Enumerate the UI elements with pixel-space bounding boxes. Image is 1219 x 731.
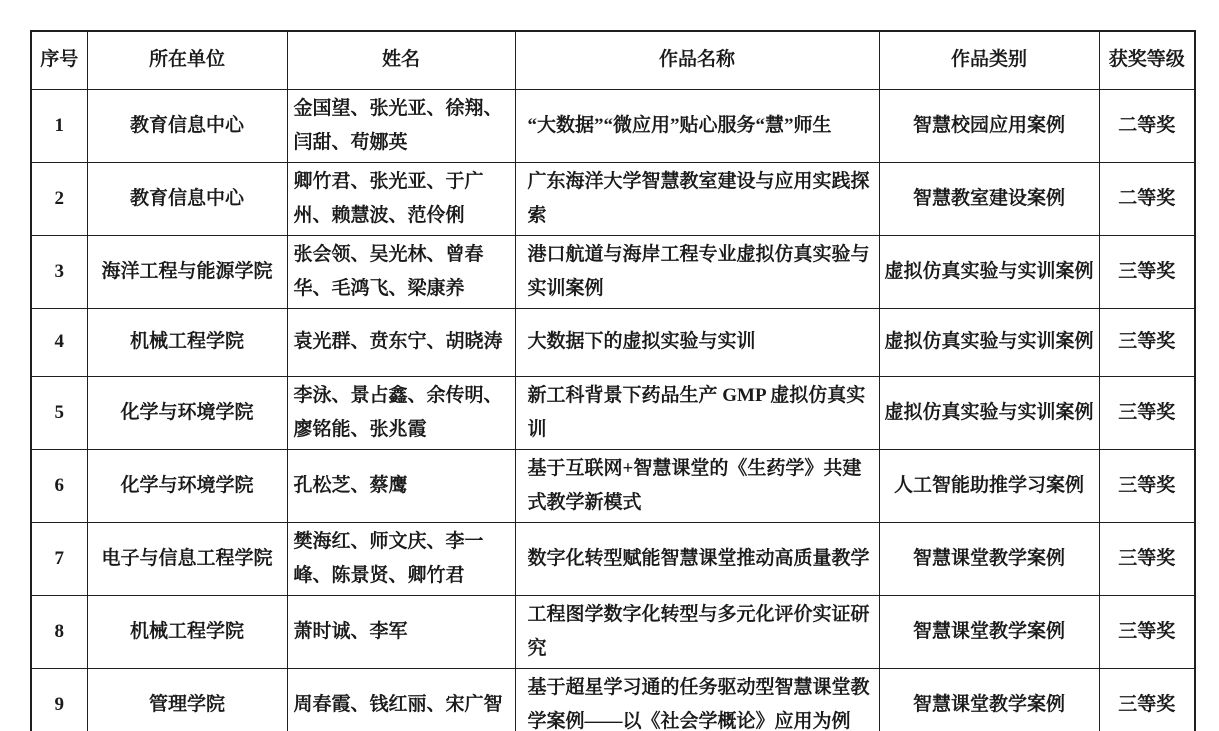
header-cell-names: 姓名 — [287, 31, 515, 89]
cell-category: 虚拟仿真实验与实训案例 — [879, 235, 1099, 308]
table-row — [31, 522, 1195, 595]
cell-title: 大数据下的虚拟实验与实训 — [515, 308, 879, 376]
table-row — [31, 449, 1195, 522]
cell-unit: 教育信息中心 — [87, 162, 287, 235]
header-cell-seq: 序号 — [31, 31, 87, 89]
cell-names: 金国望、张光亚、徐翔、闫甜、苟娜英 — [287, 89, 515, 162]
cell-title: 港口航道与海岸工程专业虚拟仿真实验与实训案例 — [515, 235, 879, 308]
table-row — [31, 308, 1195, 376]
cell-category: 智慧课堂教学案例 — [879, 668, 1099, 731]
cell-award: 三等奖 — [1099, 308, 1195, 376]
cell-award: 二等奖 — [1099, 162, 1195, 235]
cell-title: “大数据”“微应用”贴心服务“慧”师生 — [515, 89, 879, 162]
table-row — [31, 89, 1195, 162]
cell-title: 广东海洋大学智慧教室建设与应用实践探索 — [515, 162, 879, 235]
cell-category: 虚拟仿真实验与实训案例 — [879, 308, 1099, 376]
cell-names: 张会领、吴光林、曾春华、毛鸿飞、梁康养 — [287, 235, 515, 308]
table-row — [31, 668, 1195, 731]
cell-unit: 海洋工程与能源学院 — [87, 235, 287, 308]
cell-award: 三等奖 — [1099, 449, 1195, 522]
cell-seq: 3 — [31, 235, 87, 308]
header-cell-unit: 所在单位 — [87, 31, 287, 89]
table-row — [31, 595, 1195, 668]
cell-title: 基于超星学习通的任务驱动型智慧课堂教学案例——以《社会学概论》应用为例 — [515, 668, 879, 731]
cell-category: 人工智能助推学习案例 — [879, 449, 1099, 522]
cell-unit: 化学与环境学院 — [87, 376, 287, 449]
cell-unit: 电子与信息工程学院 — [87, 522, 287, 595]
cell-award: 三等奖 — [1099, 522, 1195, 595]
cell-names: 孔松芝、蔡鹰 — [287, 449, 515, 522]
table-row — [31, 162, 1195, 235]
cell-seq: 8 — [31, 595, 87, 668]
cell-award: 二等奖 — [1099, 89, 1195, 162]
cell-category: 智慧课堂教学案例 — [879, 595, 1099, 668]
header-cell-category: 作品类别 — [879, 31, 1099, 89]
cell-names: 周春霞、钱红丽、宋广智 — [287, 668, 515, 731]
awards-table — [30, 30, 1196, 731]
cell-names: 樊海红、师文庆、李一峰、陈景贤、卿竹君 — [287, 522, 515, 595]
cell-unit: 化学与环境学院 — [87, 449, 287, 522]
cell-seq: 6 — [31, 449, 87, 522]
cell-unit: 教育信息中心 — [87, 89, 287, 162]
cell-title: 工程图学数字化转型与多元化评价实证研究 — [515, 595, 879, 668]
cell-category: 智慧校园应用案例 — [879, 89, 1099, 162]
cell-unit: 机械工程学院 — [87, 308, 287, 376]
cell-unit: 管理学院 — [87, 668, 287, 731]
cell-category: 智慧教室建设案例 — [879, 162, 1099, 235]
table-row — [31, 376, 1195, 449]
cell-seq: 1 — [31, 89, 87, 162]
header-row — [31, 31, 1195, 89]
header-cell-title: 作品名称 — [515, 31, 879, 89]
cell-unit: 机械工程学院 — [87, 595, 287, 668]
cell-title: 基于互联网+智慧课堂的《生药学》共建式教学新模式 — [515, 449, 879, 522]
header-cell-award: 获奖等级 — [1099, 31, 1195, 89]
cell-award: 三等奖 — [1099, 376, 1195, 449]
cell-seq: 5 — [31, 376, 87, 449]
cell-title: 新工科背景下药品生产 GMP 虚拟仿真实训 — [515, 376, 879, 449]
cell-seq: 4 — [31, 308, 87, 376]
cell-seq: 7 — [31, 522, 87, 595]
cell-award: 三等奖 — [1099, 235, 1195, 308]
cell-seq: 9 — [31, 668, 87, 731]
cell-names: 李泳、景占鑫、余传明、廖铭能、张兆霞 — [287, 376, 515, 449]
cell-title: 数字化转型赋能智慧课堂推动高质量教学 — [515, 522, 879, 595]
cell-award: 三等奖 — [1099, 595, 1195, 668]
cell-award: 三等奖 — [1099, 668, 1195, 731]
cell-category: 虚拟仿真实验与实训案例 — [879, 376, 1099, 449]
table-row — [31, 235, 1195, 308]
cell-names: 卿竹君、张光亚、于广州、赖慧波、范伶俐 — [287, 162, 515, 235]
cell-seq: 2 — [31, 162, 87, 235]
cell-category: 智慧课堂教学案例 — [879, 522, 1099, 595]
cell-names: 袁光群、贲东宁、胡晓涛 — [287, 308, 515, 376]
cell-names: 萧时诚、李军 — [287, 595, 515, 668]
